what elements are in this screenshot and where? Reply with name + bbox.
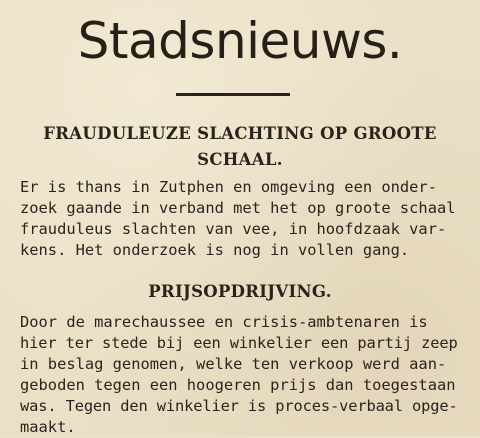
body-line: geboden tegen een hoogeren prijs dan toegestaan (20, 376, 456, 394)
body-line: hier ter stede bij een winkelier een partij zeep (20, 334, 458, 352)
body-line: kens. Het onderzoek is nog in vollen gang. (20, 241, 410, 259)
article-2-headline (18, 279, 462, 305)
body-line: was. Tegen den winkelier is proces-verbaal opge- (20, 397, 458, 415)
body-line: maakt. (20, 418, 76, 436)
section-title: Stadsnieuws. (77, 12, 403, 70)
article-1-body (20, 177, 458, 261)
body-line: frauduleus slachten van vee, in hoofdzaak var- (20, 220, 447, 238)
headline-line: SCHAAL. (197, 150, 283, 169)
headline-line: FRAUDULEUZE SLACHTING OP GROOTE (43, 124, 437, 143)
body-line: Er is thans in Zutphen en omgeving een onder- (20, 178, 437, 196)
article-2-body (20, 312, 458, 438)
title-divider (176, 93, 290, 96)
body-line: Door de marechaussee en crisis-ambtenaren is (20, 313, 428, 331)
body-line: in beslag genomen, welke ten verkoop werd aan- (20, 355, 447, 373)
headline-line: PRIJSOPDRIJVING. (148, 282, 332, 301)
body-line: zoek gaande in verband met het op groote schaal (20, 199, 456, 217)
article-1-headline (18, 121, 462, 173)
